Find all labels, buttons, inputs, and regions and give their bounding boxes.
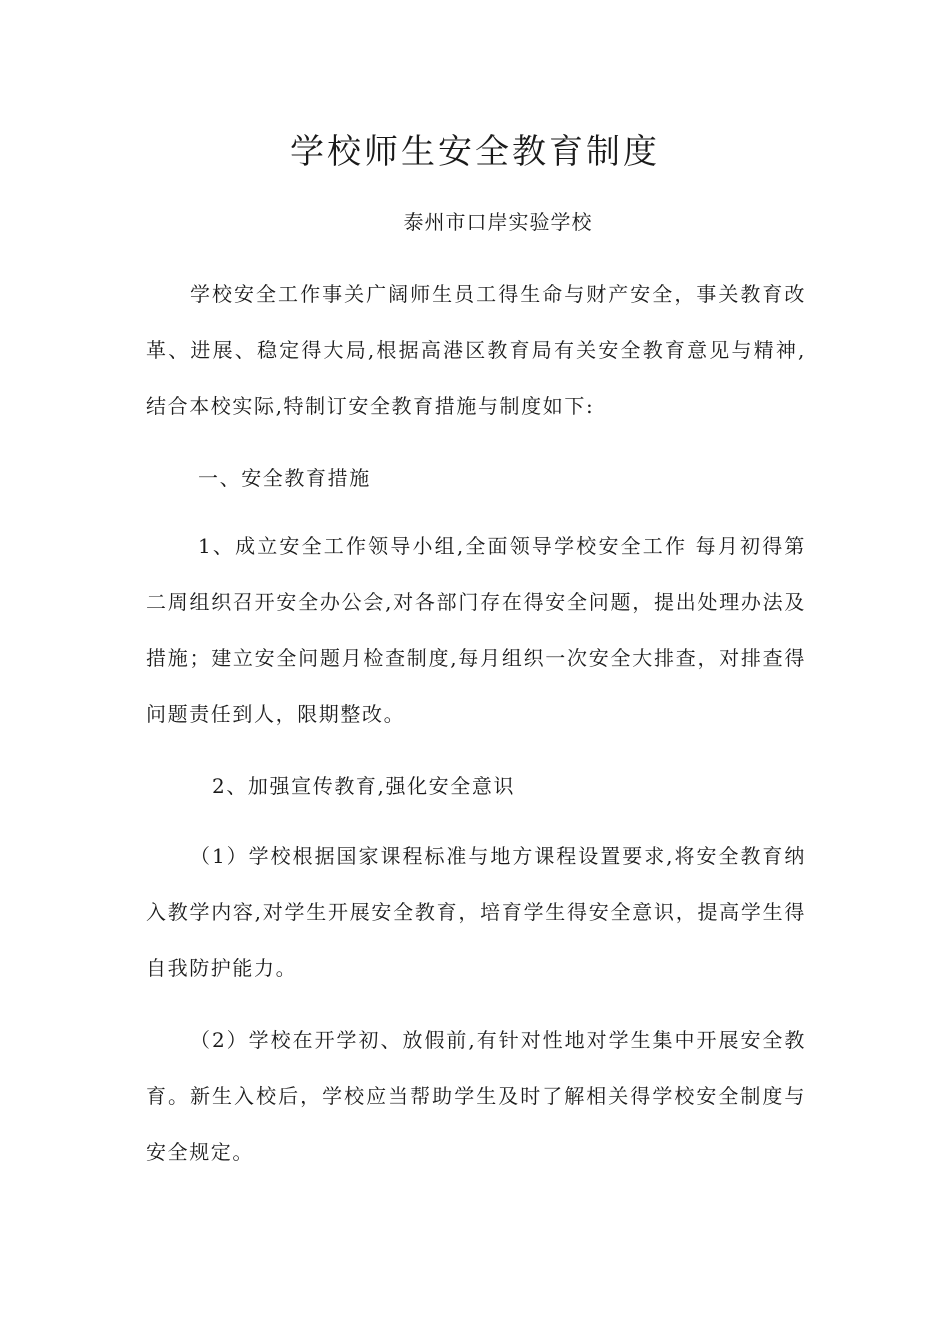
paragraph-item-2: 2、加强宣传教育,强化安全意识: [212, 774, 516, 798]
section-heading-1: 一、安全教育措施: [198, 466, 371, 490]
document-subtitle: 泰州市口岸实验学校: [403, 210, 593, 234]
paragraph-subitem-2: （2）学校在开学初、放假前,有针对性地对学生集中开展安全教育。新生入校后，学校应当帮助学生及时了解相关得学校安全制度与安全规定。: [146, 1028, 806, 1164]
intro-paragraph: 学校安全工作事关广阔师生员工得生命与财产安全，事关教育改革、进展、稳定得大局,根据高港区教育局有关安全教育意见与精神,结合本校实际,特制订安全教育措施与制度如下:: [146, 282, 806, 418]
document-title: 学校师生安全教育制度: [290, 132, 660, 172]
paragraph-subitem-1: （1）学校根据国家课程标准与地方课程设置要求,将安全教育纳入教学内容,对学生开展安全教育，培育学生得安全意识，提高学生得自我防护能力。: [146, 844, 806, 980]
paragraph-item-1: 1、成立安全工作领导小组,全面领导学校安全工作 每月初得第二周组织召开安全办公会,对各部门存在得安全问题，提出处理办法及措施；建立安全问题月检查制度,每月组织一次安全大排查，对排查得问题责任到人，限期整改。: [146, 534, 806, 726]
